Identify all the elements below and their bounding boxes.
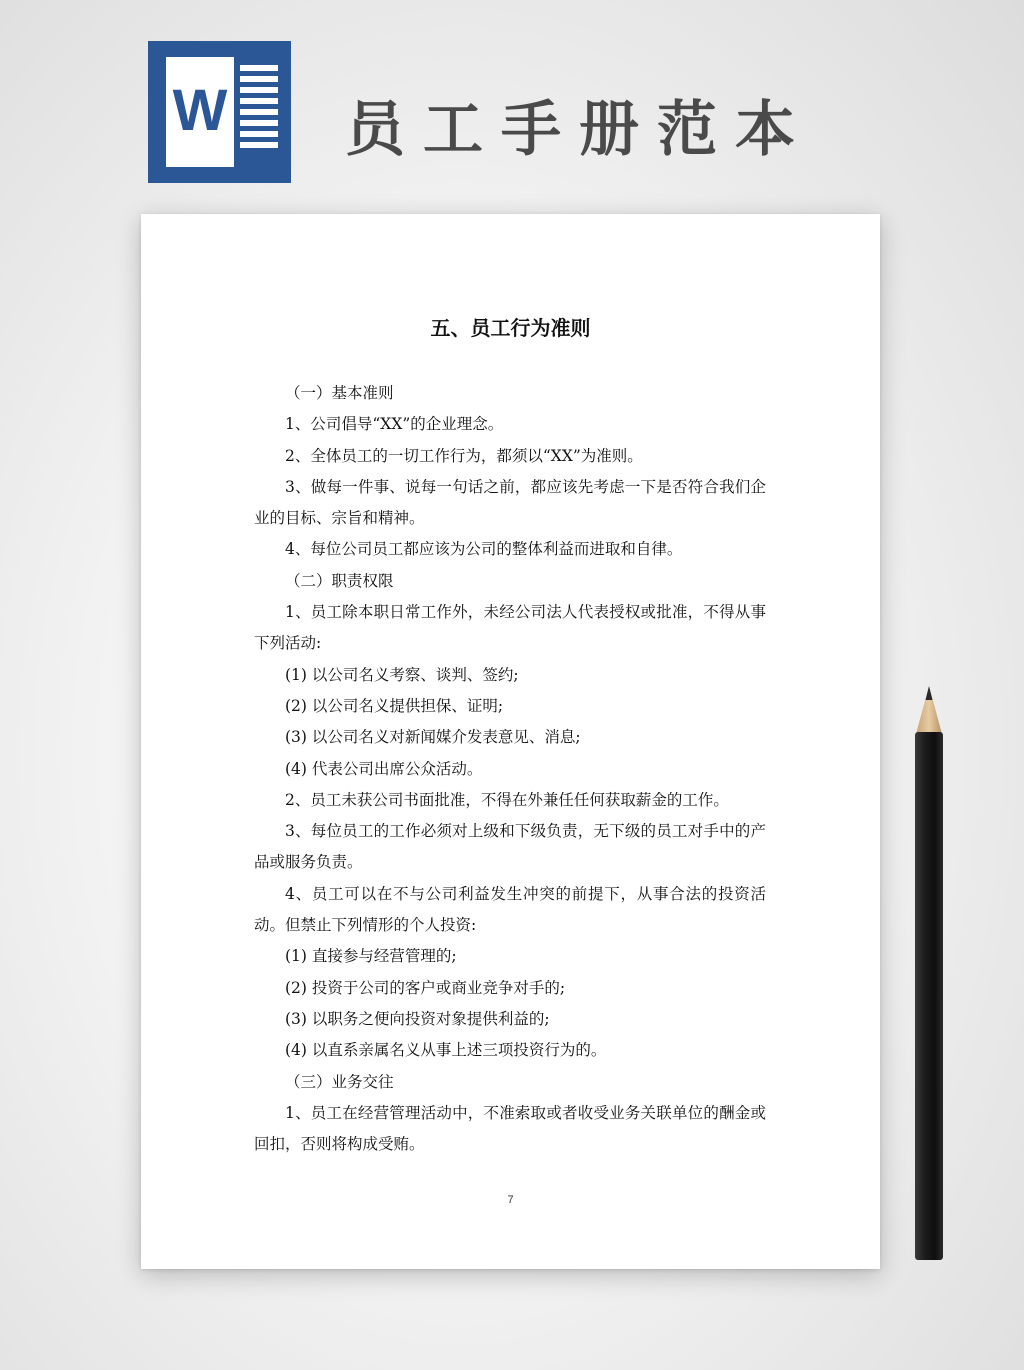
paragraph: 1、公司倡导“XX”的企业理念。 bbox=[285, 415, 504, 434]
pencil-icon bbox=[910, 686, 948, 1266]
paragraph: 2、员工未获公司书面批准，不得在外兼任任何获取薪金的工作。 bbox=[285, 790, 729, 809]
paragraph: (2) 以公司名义提供担保、证明; bbox=[285, 696, 504, 715]
paragraph: 2、全体员工的一切工作行为，都须以“XX”为准则。 bbox=[285, 446, 643, 465]
paragraph: （一）基本准则 bbox=[285, 384, 394, 402]
paragraph: 3、做每一件事、说每一句话之前，都应该先考虑一下是否符合我们企业的目标、宗旨和精神。 bbox=[254, 477, 766, 528]
word-logo bbox=[148, 41, 291, 183]
document-lines-icon bbox=[234, 65, 278, 161]
paragraph: 4、每位公司员工都应该为公司的整体利益而进取和自律。 bbox=[285, 540, 683, 559]
paragraph: 1、员工在经营管理活动中，不准索取或者收受业务关联单位的酬金或回扣，否则将构成受贿。 bbox=[254, 1103, 766, 1154]
paragraph: (1) 以公司名义考察、谈判、签约; bbox=[285, 665, 519, 684]
paragraph: (3) 以职务之便向投资对象提供利益的; bbox=[285, 1009, 550, 1028]
paragraph: (4) 以直系亲属名义从事上述三项投资行为的。 bbox=[285, 1041, 607, 1060]
paragraph: (4) 代表公司出席公众活动。 bbox=[285, 759, 483, 778]
word-letter-box bbox=[160, 51, 240, 173]
document-body bbox=[254, 378, 766, 1160]
paragraph: (3) 以公司名义对新闻媒介发表意见、消息; bbox=[285, 728, 581, 747]
paragraph: 4、员工可以在不与公司利益发生冲突的前提下，从事合法的投资活动。但禁止下列情形的个人投资: bbox=[254, 884, 766, 935]
paragraph: （三）业务交往 bbox=[285, 1072, 394, 1091]
document-title: 五、员工行为准则 bbox=[430, 316, 591, 340]
document-page bbox=[141, 214, 880, 1269]
page-number: 7 bbox=[507, 1194, 514, 1206]
paragraph: 1、员工除本职日常工作外，未经公司法人代表授权或批准，不得从事下列活动: bbox=[254, 603, 766, 653]
paragraph: 3、每位员工的工作必须对上级和下级负责，无下级的员工对手中的产品或服务负责。 bbox=[254, 822, 766, 872]
paragraph: (2) 投资于公司的客户或商业竞争对手的; bbox=[285, 978, 566, 997]
word-logo-letter: W bbox=[172, 78, 228, 143]
paragraph: （二）职责权限 bbox=[285, 571, 394, 590]
paragraph: (1) 直接参与经营管理的; bbox=[285, 947, 457, 966]
page-heading: 员工手册范本 bbox=[345, 95, 813, 165]
